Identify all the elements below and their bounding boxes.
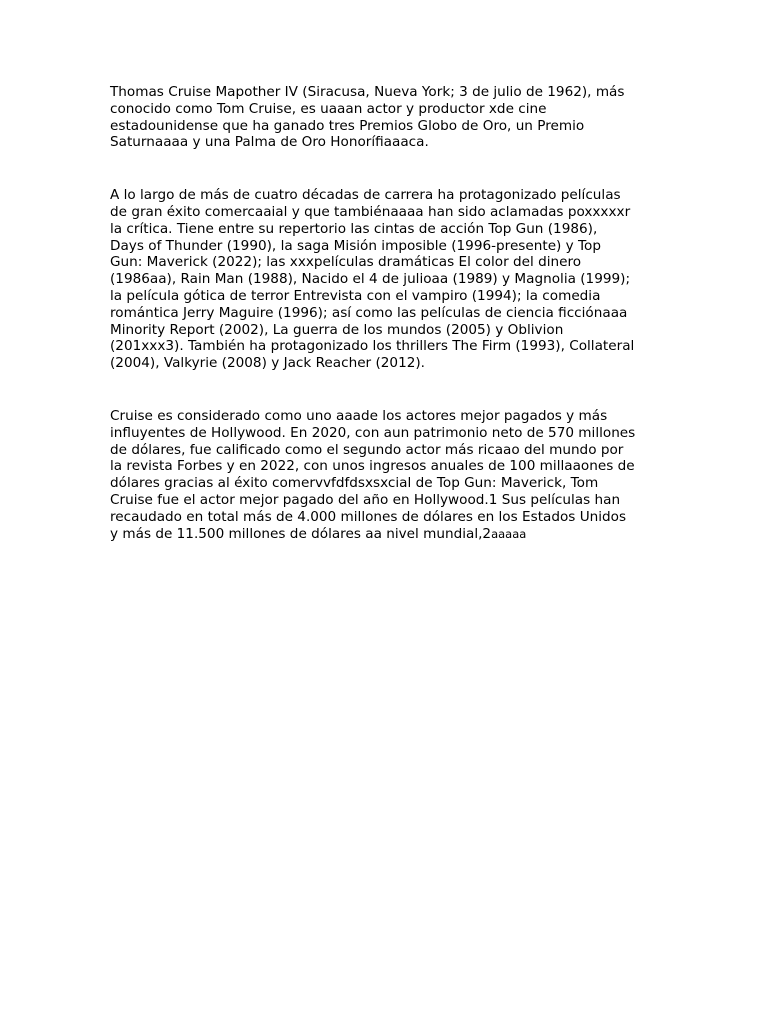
paragraph-earnings-body: Cruise es considerado como uno aaade los actores mejor pagados y más influyentes de Hollywood. En 2020, con aun patrimonio neto de 570 millones de dólares, fue calificado como el segundo actor más ricaao del mundo por la revista Forbes y en 2022, con unos ingresos anuales de 100 millaaones de dólares gracias al éxito comervvfdfdsxsxcial de Top Gun: Maverick, Tom Cruise fue el actor mejor pagado del año en Hollywood.1 Sus películas han recaudado en total más de 4.000 millones de dólares en los Estados Unidos y más de 11.500 millones de dólares aa nivel mundial,2 bbox=[110, 407, 636, 542]
document-page bbox=[110, 84, 666, 542]
paragraph-earnings-tail: aaaaa bbox=[491, 526, 527, 541]
paragraph-earnings bbox=[110, 408, 666, 542]
paragraph-career: A lo largo de más de cuatro décadas de carrera ha protagonizado películas de gran éxito comercaaial y que tambiénaaaa han sido aclamadas poxxxxxr la crítica. Tiene entre su repertorio las cintas de acción Top Gun (1986), Days of Thunder (1990), la saga Misión imposible (1996-presente) y Top Gun: Maverick (2022); las xxxpelículas dramáticas El color del dinero (1986aa), Rain Man (1988), Nacido el 4 de julioaa (1989) y Magnolia (1999); la película gótica de terror Entrevista con el vampiro (1994); la comedia romántica Jerry Maguire (1996); así como las películas de ciencia ficciónaaa Minority Report (2002), La guerra de los mundos (2005) y Oblivion (201xxx3). También ha protagonizado los thrillers The Firm (1993), Collateral (2004), Valkyrie (2008) y Jack Reacher (2012). bbox=[110, 187, 635, 372]
paragraph-intro: Thomas Cruise Mapother IV (Siracusa, Nueva York; 3 de julio de 1962), más conocido como Tom Cruise, es uaaan actor y productor xde cine estadounidense que ha ganado tres Premios Globo de Oro, un Premio Saturnaaaa y una Palma de Oro Honorífiaaaca. bbox=[110, 84, 625, 151]
